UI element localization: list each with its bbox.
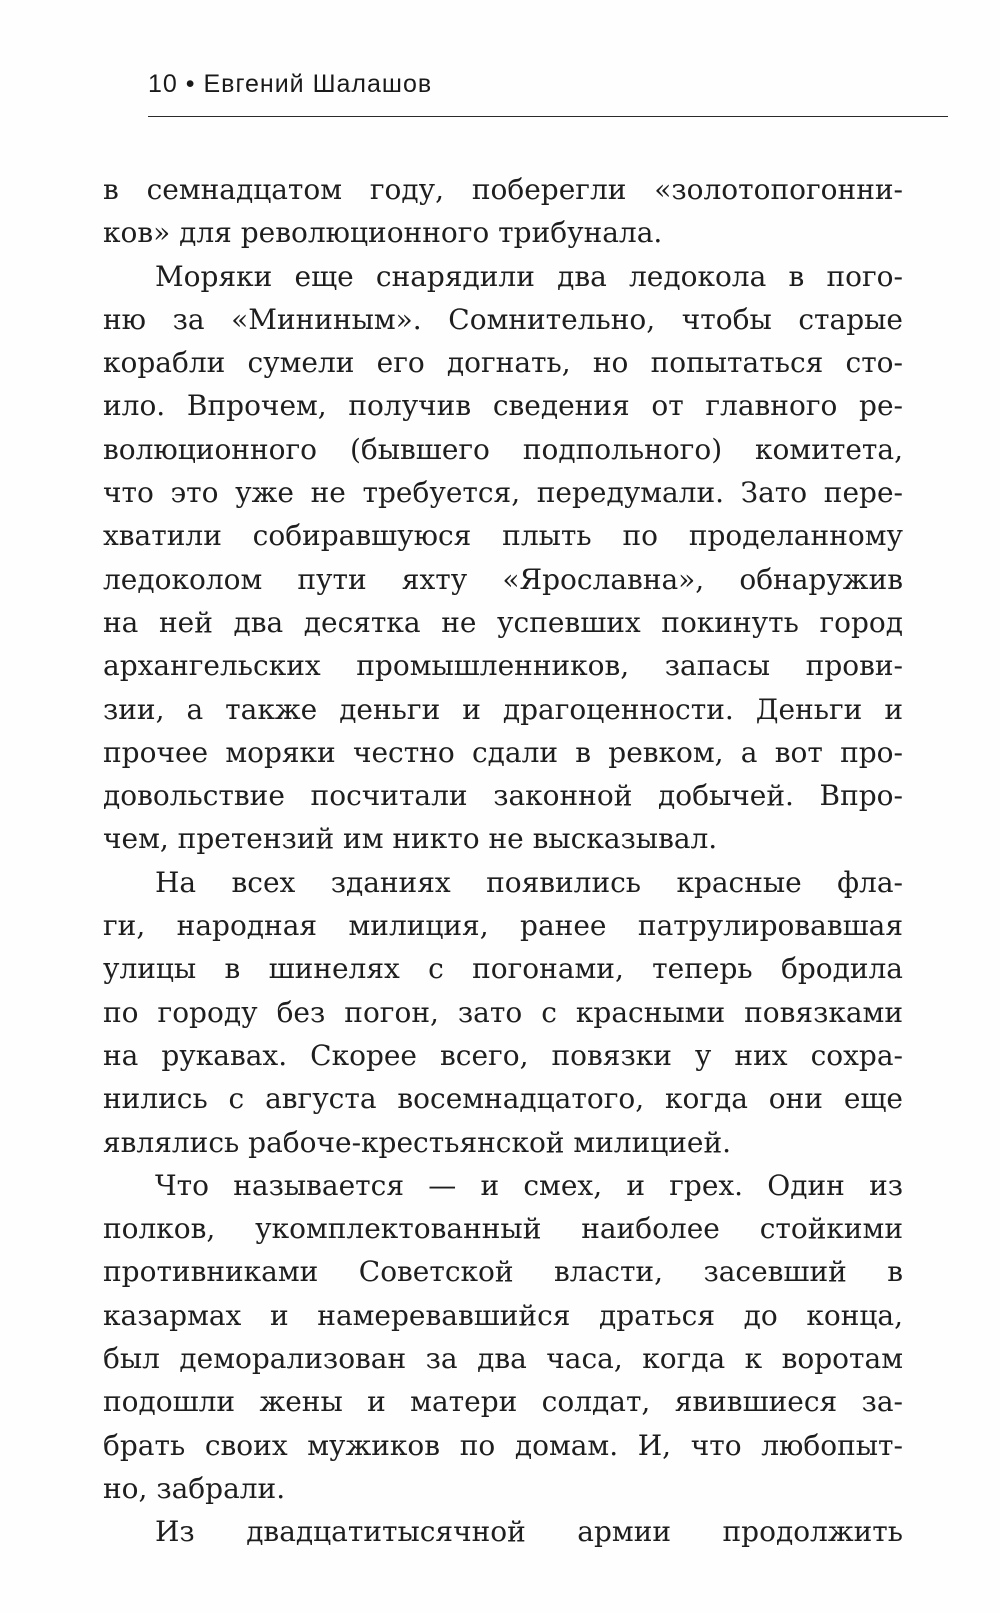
text-line: хватили собиравшуюся плыть по проделанному [103, 519, 903, 553]
text-line: корабли сумели его догнать, но попытаться сто- [103, 346, 903, 380]
text-line: улицы в шинелях с погонами, теперь бродила [103, 952, 903, 986]
text-line: прочее моряки честно сдали в ревком, а вот про- [103, 735, 903, 769]
text-line: ги, народная милиция, ранее патрулировавшая [103, 909, 903, 943]
text-line: зии, а также деньги и драгоценности. Деньги и [103, 692, 903, 726]
running-head [148, 70, 432, 99]
text-line: был деморализован за два часа, когда к воротам [103, 1342, 903, 1376]
header-separator: • [185, 70, 196, 98]
text-line: ков» для революционного трибунала. [103, 216, 663, 250]
text-line: на ней два десятка не успевших покинуть город [103, 605, 903, 639]
text-line: брать своих мужиков по домам. И, что любопыт- [103, 1428, 903, 1462]
text-line: ледоколом пути яхту «Ярославна», обнаружив [103, 562, 903, 596]
text-line: в семнадцатом году, поберегли «золотопогонни- [103, 173, 903, 206]
text-line: являлись рабоче-крестьянской милицией. [103, 1125, 732, 1159]
text-line: На всех зданиях появились красные фла- [155, 865, 903, 899]
text-line: волюционного (бывшего подпольного) комитета, [103, 432, 903, 466]
text-line: Из двадцатитысячной армии продолжить [155, 1515, 903, 1549]
page-header [148, 62, 948, 112]
text-line: Что называется — и смех, и грех. Один из [155, 1168, 903, 1202]
page-number: 10 [148, 70, 178, 98]
body-text [103, 168, 903, 1554]
header-rule [148, 116, 948, 117]
text-line: Моряки еще снарядили два ледокола в пого- [155, 259, 903, 293]
text-line: ню за «Мининым». Сомнительно, чтобы старые [103, 302, 903, 336]
text-line: нились с августа восемнадцатого, когда они еще [103, 1082, 903, 1116]
text-line: довольствие посчитали законной добычей. Впро- [103, 779, 903, 813]
text-line: подошли жены и матери солдат, явившиеся за- [103, 1385, 903, 1419]
text-line: полков, укомплектованный наиболее стойкими [103, 1212, 903, 1246]
text-line: ило. Впрочем, получив сведения от главного ре- [103, 389, 903, 423]
text-line: что это уже не требуется, передумали. Зато пере- [103, 476, 903, 510]
text-line: но, забрали. [103, 1471, 286, 1505]
text-line: по городу без погон, зато с красными повязками [103, 995, 903, 1029]
author-name: Евгений Шалашов [203, 70, 433, 98]
text-line: чем, претензий им никто не высказывал. [103, 822, 718, 856]
text-line: противниками Советской власти, засевший в [103, 1255, 903, 1289]
text-line: архангельских промышленников, запасы прови- [103, 649, 903, 683]
text-line: казармах и намеревавшийся драться до конца, [103, 1298, 903, 1332]
text-line: на рукавах. Скорее всего, повязки у них сохра- [103, 1038, 903, 1072]
